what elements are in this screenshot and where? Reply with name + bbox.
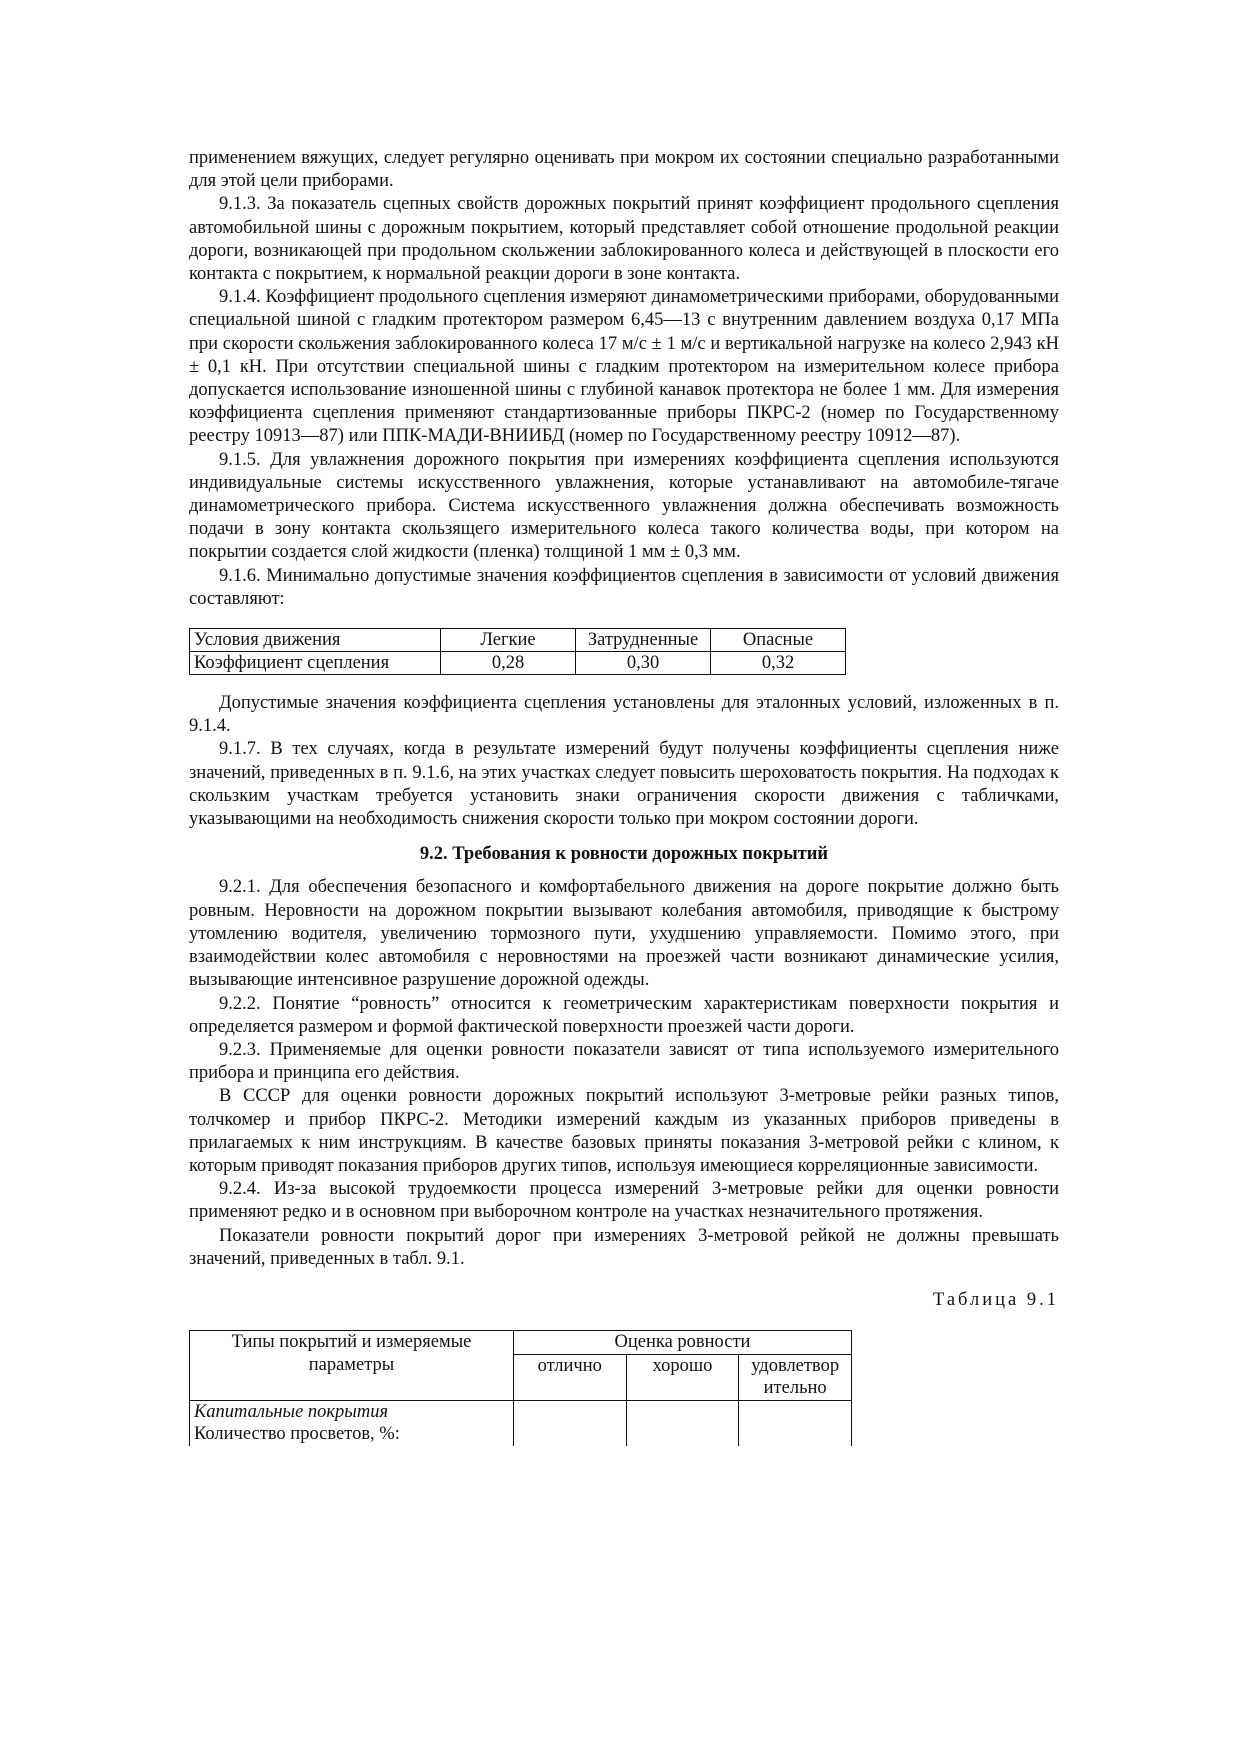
document-page <box>189 147 1059 1446</box>
friction-coefficient-table <box>189 628 846 675</box>
table-cell <box>190 1400 514 1446</box>
table-header-cell: Оценка ровности <box>513 1331 851 1355</box>
paragraph-9-2-1: 9.2.1. Для обеспечения безопасного и комфортабельного движения на дороге покрытие должно быть ровным. Неровности на дорожном покрытии вызывают колебания автомобиля, приводящие к быстрому утомлению водителя, увеличению тормозного пути, ухудшению управляемости. Помимо этого, при взаимодействии колес автомобиля с неровностями на проезжей части возникают динамические усилия, вызывающие интенсивное разрушение дорожной одежды. <box>189 877 1059 991</box>
paragraph-9-1-5: 9.1.5. Для увлажнения дорожного покрытия при измерениях коэффициента сцепления используются индивидуальные системы искусственного увлажнения, которые устанавливают на автомобиле-тягаче динамометрического прибора. Система искусственного увлажнения должна обеспечивать возможность подачи в зону контакта скользящего измерительного колеса такого количества воды, при котором на покрытии создается слой жидкости (пленка) толщиной 1 мм ± 0,3 мм. <box>189 449 1059 563</box>
table-header-cell: отлично <box>513 1354 626 1400</box>
table-cell: 0,28 <box>441 652 576 675</box>
paragraph-9-1-6: 9.1.6. Минимально допустимые значения коэффициентов сцепления в зависимости от условий движения составляют: <box>189 565 1059 609</box>
paragraphs-top <box>189 147 1059 611</box>
table-header-cell: хорошо <box>626 1354 739 1400</box>
paragraphs-mid <box>189 692 1059 831</box>
paragraph-9-2-2: 9.2.2. Понятие “ровность” относится к геометрическим характеристикам поверхности покрытия и определяется размером и формой фактической поверхности проезжей части дороги. <box>189 993 1059 1037</box>
paragraph-9-1-7: 9.1.7. В тех случаях, когда в результате измерений будут получены коэффициенты сцепления ниже значений, приведенных в п. 9.1.6, на этих участках следует повысить шероховатость покрытия. На подходах к скользким участкам требуется установить знаки ограничения скорости движения с табличками, указывающими на необходимость снижения скорости только при мокром состоянии дороги. <box>189 739 1059 830</box>
table-cell: Условия движения <box>190 629 441 652</box>
table-header-cell: удовлетвор ительно <box>739 1354 852 1400</box>
paragraph-9-1-3: 9.1.3. За показатель сцепных свойств дорожных покрытий принят коэффициент продольного сцепления автомобильной шины с дорожным покрытием, который представляет собой отношение продольной реакции дороги, возникающей при продольном скольжении заблокированного колеса и действующей в плоскости его контакта с покрытием, к нормальной реакции дороги в зоне контакта. <box>189 194 1059 285</box>
table-row <box>190 652 846 675</box>
table-row <box>190 1400 852 1446</box>
table-cell: 0,32 <box>711 652 846 675</box>
row-param-label: Количество просветов, %: <box>194 1424 400 1445</box>
paragraph-9-2-4: 9.2.4. Из-за высокой трудоемкости процесса измерений 3-метровые рейки для оценки ровности применяют редко и в основном при выборочном контроле на участках незначительного протяжения. <box>189 1179 1059 1223</box>
table-row <box>190 1331 852 1355</box>
paragraph: Допустимые значения коэффициента сцепления установлены для эталонных условий, изложенных в п. 9.1.4. <box>189 693 1059 737</box>
table-cell: Легкие <box>441 629 576 652</box>
row-section-label: Капитальные покрытия <box>194 1401 389 1422</box>
table-row <box>190 629 846 652</box>
table-cell <box>513 1400 626 1446</box>
table-cell <box>626 1400 739 1446</box>
table-cell: Затрудненные <box>576 629 711 652</box>
table-cell: Опасные <box>711 629 846 652</box>
paragraph: применением вяжущих, следует регулярно оценивать при мокром их состоянии специально разработанными для этой цели приборами. <box>189 148 1059 192</box>
section-heading: 9.2. Требования к ровности дорожных покрытий <box>419 844 829 865</box>
table-header-cell: Типы покрытий и измеряемые параметры <box>190 1331 514 1401</box>
paragraph-9-2-3: 9.2.3. Применяемые для оценки ровности показатели зависят от типа используемого измерительного прибора и принципа его действия. <box>189 1039 1059 1084</box>
table-cell <box>739 1400 852 1446</box>
table-cell: 0,30 <box>576 652 711 675</box>
table-caption: Таблица 9.1 <box>933 1289 1059 1310</box>
paragraph-9-1-4: 9.1.4. Коэффициент продольного сцепления измеряют динамометрическими приборами, оборудованными специальной шиной с гладким протектором размером 6,45—13 с внутренним давлением воздуха 0,17 МПа при скорости скольжения заблокированного колеса 17 м/с ± 1 м/с и вертикальной нагрузке на колесо 2,943 кН ± 0,1 кН. При отсутствии специальной шины с гладким протектором на измерительном колесе прибора допускается использование изношенной шины с глубиной канавок протектора не более 1 мм. Для измерения коэффициента сцепления применяют стандартизованные приборы ПКРС-2 (номер по Государственному реестру 10913—87) или ППК-МАДИ-ВНИИБД (номер по Государственному реестру 10912—87). <box>189 287 1059 447</box>
paragraphs-bottom <box>189 876 1059 1270</box>
table-cell: Коэффициент сцепления <box>190 652 441 675</box>
evenness-table <box>189 1330 852 1446</box>
paragraph: Показатели ровности покрытий дорог при измерениях 3-метровой рейкой не должны превышать значений, приведенных в табл. 9.1. <box>189 1225 1059 1269</box>
paragraph: В СССР для оценки ровности дорожных покрытий используют 3-метровые рейки разных типов, толчкомер и прибор ПКРС-2. Методики измерений каждым из указанных приборов приведены в прилагаемых к ним инструкциям. В качестве базовых приняты показания 3-метровой рейки с клином, к которым приводят показания приборов других типов, используя имеющиеся корреляционные зависимости. <box>189 1086 1059 1176</box>
